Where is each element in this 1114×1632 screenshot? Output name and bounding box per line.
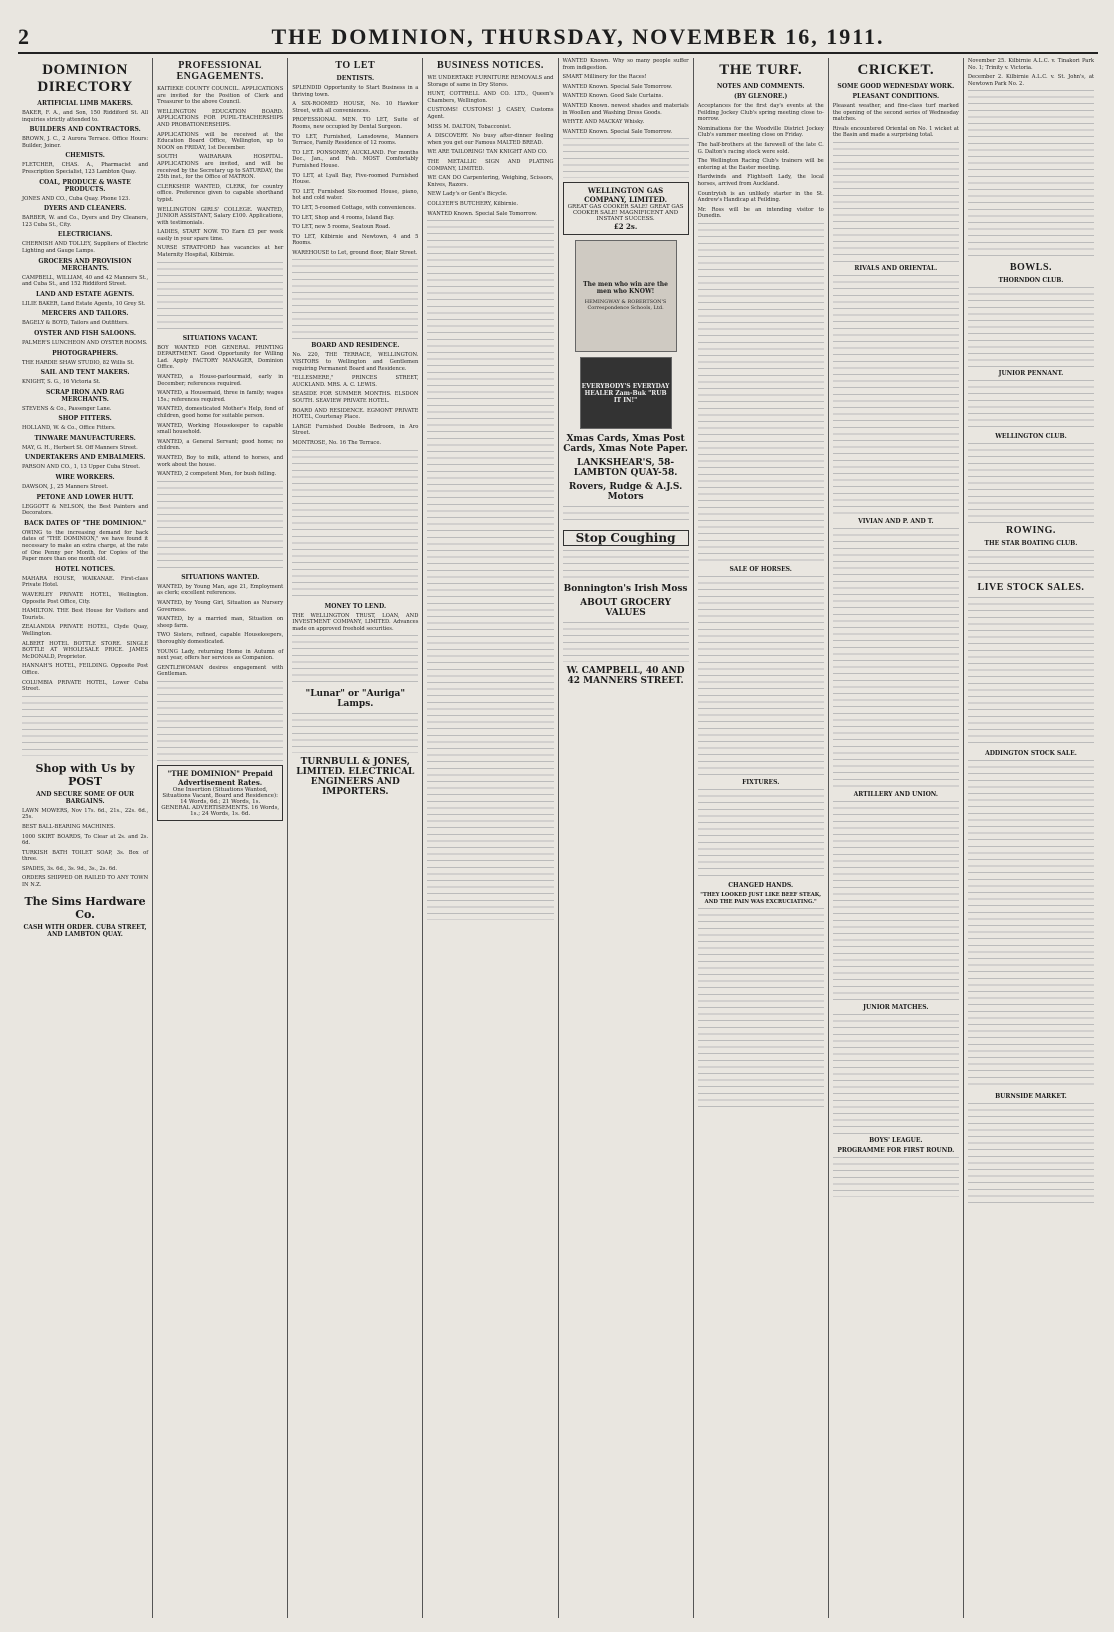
situation-vacant-ad: WANTED, 2 competent Men, for bush felling. bbox=[157, 471, 277, 478]
prepaid-text: One Insertion (Situations Wanted, Situations Vacant, Board and Residence): 14 Words, 6d.; 21 Words, 1s. bbox=[162, 786, 278, 805]
directory-section-heading: LAND AND ESTATE AGENTS. bbox=[36, 290, 135, 298]
directory-entry: BAGELY & BOYD, Tailors and Outfitters. bbox=[22, 320, 129, 327]
directory-entry: PALMER'S LUNCHEON AND OYSTER ROOMS. bbox=[22, 339, 148, 346]
hotel-notice: ALBERT HOTEL BOTTLE STORE. SINGLE BOTTLE AT WHOLESALE PRICE. JAMES McDONALD, Proprietor. bbox=[22, 640, 149, 660]
gas-company-box bbox=[563, 182, 689, 235]
to-let-ad: TO LET, Furnished, Lansdowne, Manners Terrace, Family Residence of 12 rooms. bbox=[292, 133, 419, 147]
situation-wanted-ad: WANTED, by a married man, Situation on sheep farm. bbox=[157, 616, 284, 629]
situations-vacant-list bbox=[157, 345, 283, 478]
to-let-ad: SPLENDID Opportunity to Start Business in a thriving town. bbox=[292, 85, 419, 98]
business-ad: NEW Lady's or Gent's Bicycle. bbox=[427, 191, 508, 198]
text-filler bbox=[563, 506, 689, 526]
text-filler bbox=[968, 380, 1094, 430]
text-filler bbox=[157, 481, 283, 571]
text-filler bbox=[968, 760, 1094, 1090]
directory-section-heading: SCRAP IRON AND RAG MERCHANTS. bbox=[45, 388, 125, 403]
shop-item: TURKISH BATH TOILET SOAP, 3s. Box of three. bbox=[22, 849, 149, 863]
text-filler bbox=[292, 450, 418, 600]
directory-section-heading: ELECTRICIANS. bbox=[57, 231, 113, 239]
text-filler bbox=[698, 576, 824, 776]
zam-buk-text: EVERYBODY'S EVERYDAY HEALER Zam-Buk "RUB IT IN!" bbox=[581, 382, 670, 404]
directory-entry: THE HARDIE SHAW STUDIO, 82 Willis St. bbox=[22, 359, 135, 366]
turf-paragraph: Hardwinds and Flightsoft Lady, the local horses, arrived from Auckland. bbox=[697, 174, 824, 187]
directory-section-heading: COAL, PRODUCE & WASTE PRODUCTS. bbox=[39, 178, 131, 193]
sports-paragraphs bbox=[968, 58, 1094, 87]
business-ads bbox=[427, 75, 553, 217]
general-rates: GENERAL ADVERTISEMENTS. 16 Words, 1s.; 24 Words, 1s. 6d. bbox=[161, 804, 280, 817]
text-filler bbox=[698, 223, 824, 563]
to-let-ad: TO LET, 5-roomed Cottage, with conveniences. bbox=[292, 204, 416, 211]
cricket-paragraphs bbox=[833, 103, 959, 139]
situation-wanted-ad: WANTED, by Young Girl, Situation as Nursery Governess. bbox=[157, 599, 284, 613]
bowls-heading: BOWLS. bbox=[1009, 262, 1053, 274]
irish-moss-ad: Bonnington's Irish Moss bbox=[563, 584, 688, 595]
xmas-cards-ad: Xmas Cards, Xmas Post Cards, Xmas Note Paper. bbox=[563, 434, 688, 455]
directory-section-heading: UNDERTAKERS AND EMBALMERS. bbox=[24, 454, 146, 462]
column-directory bbox=[18, 58, 153, 1618]
back-dates-heading: BACK DATES OF "THE DOMINION." bbox=[24, 519, 147, 527]
directory-entry: BROWN, J. C., 2 Aurora Terrace. Office Hours: Builder, Joiner. bbox=[22, 136, 149, 149]
directory-entry: PARSON AND CO., 1, 13 Upper Cuba Street. bbox=[22, 464, 141, 471]
hotel-notice: HANNAH'S HOTEL, FEILDING. Opposite Post Office. bbox=[22, 663, 149, 676]
business-ad: WE ARE TAILORING! TAN KNIGHT AND CO. bbox=[427, 149, 548, 156]
text-filler bbox=[427, 220, 553, 920]
directory-entry: JONES AND CO., Cuba Quay. Phone 123. bbox=[22, 195, 130, 202]
turf-paragraph: The half-brothers at the farewell of the late C. G. Dalton's racing stock were sold. bbox=[697, 141, 824, 155]
text-filler bbox=[563, 550, 689, 580]
directory-entry: MAY, G. H., Herbert St. Off Manners Street. bbox=[22, 444, 138, 451]
cricket-sub: SOME GOOD WEDNESDAY WORK. bbox=[837, 83, 955, 90]
wanted-known-ad: WANTED Known. Why so many people suffer from indigestion. bbox=[562, 58, 689, 71]
sims-hardware: The Sims Hardware Co. bbox=[24, 894, 146, 921]
to-let-ad: A SIX-ROOMED HOUSE, No. 10 Hawker Street, with all conveniences. bbox=[292, 101, 419, 114]
situation-vacant-ad: WANTED, Boy to milk, attend to horses, and work about the house. bbox=[157, 454, 284, 468]
prepaid-rates-box bbox=[157, 765, 283, 821]
text-filler bbox=[968, 1103, 1094, 1203]
dentists-heading: DENTISTS. bbox=[336, 75, 375, 82]
sale-of-horses-heading: SALE OF HORSES. bbox=[729, 565, 792, 573]
text-filler bbox=[833, 1157, 959, 1197]
star-club-heading: THE STAR BOATING CLUB. bbox=[984, 540, 1078, 548]
directory-section-heading: DYERS AND CLEANERS. bbox=[43, 205, 127, 213]
sports-paragraph: December 2. Kilbirnie A.L.C. v. St. John's, at Newtown Park No. 2. bbox=[967, 74, 1094, 87]
to-let-ad: TO LET, new 5 rooms, Seatoun Road. bbox=[292, 224, 391, 231]
situations-vacant-heading: SITUATIONS VACANT. bbox=[182, 334, 258, 342]
turf-paragraph: Mr. Ross will be an intending visitor to Dunedin. bbox=[697, 206, 824, 220]
to-let-ad: TO LET, Kilbirnie and Newtown, 4 and 5 Rooms. bbox=[292, 233, 419, 247]
directory-section-heading: SAIL AND TENT MAKERS. bbox=[40, 369, 130, 377]
wanted-known-ad: WANTED Known. Good Sale Curtains. bbox=[562, 93, 663, 100]
directory-entry: STEVENS & Co., Passenger Lane. bbox=[22, 405, 112, 412]
turf-heading: THE TURF. bbox=[719, 62, 803, 78]
hotel-notice: ZEALANDIA PRIVATE HOTEL, Clyde Quay, Wellington. bbox=[22, 624, 149, 637]
situations-wanted-heading: SITUATIONS WANTED. bbox=[181, 573, 260, 581]
text-filler bbox=[968, 550, 1094, 580]
to-let-heading: TO LET bbox=[335, 60, 376, 71]
addington-heading: ADDINGTON STOCK SALE. bbox=[985, 750, 1077, 758]
text-filler bbox=[292, 635, 418, 685]
board-ad: BOARD AND RESIDENCE. EGMONT PRIVATE HOTEL, Courtenay Place. bbox=[292, 407, 419, 421]
text-filler bbox=[698, 789, 824, 879]
directory-heading: DOMINION DIRECTORY bbox=[37, 62, 133, 95]
directory-section-heading: OYSTER AND FISH SALOONS. bbox=[34, 329, 137, 337]
artillery-heading: ARTILLERY AND UNION. bbox=[853, 790, 938, 798]
turf-paragraphs bbox=[698, 103, 824, 220]
wanted-known-ad: WHYTE AND MACKAY Whisky. bbox=[562, 119, 645, 126]
money-heading: MONEY TO LEND. bbox=[324, 602, 387, 610]
directory-section-heading: TINWARE MANUFACTURERS. bbox=[34, 434, 136, 442]
situation-wanted-ad: YOUNG Lady, returning Home in Autumn of next year, offers her services as Companion. bbox=[157, 648, 284, 662]
business-ad: WANTED Known. Special Sale Tomorrow. bbox=[427, 210, 537, 217]
changed-hands-heading: CHANGED HANDS. bbox=[728, 881, 794, 889]
situation-vacant-ad: WANTED, a General Servant; good home; no children. bbox=[157, 438, 284, 452]
wellington-club-heading: WELLINGTON CLUB. bbox=[995, 433, 1067, 441]
text-filler bbox=[833, 528, 959, 788]
wanted-known-ad: WANTED Known. Special Sale Tomorrow. bbox=[562, 83, 673, 90]
live-stock-heading: LIVE STOCK SALES. bbox=[977, 582, 1085, 594]
to-let-ad: TO LET, Furnished Six-roomed House, piano, hot and cold water. bbox=[292, 188, 419, 202]
to-let-ad: WAREHOUSE to Let, ground floor, Blair Street. bbox=[292, 249, 418, 256]
column-ads bbox=[559, 58, 694, 1618]
men-who-win-ad bbox=[575, 240, 677, 352]
know-heading: The men who win are the men who KNOW! bbox=[583, 281, 668, 296]
directory-entry: DAWSON, J., 25 Manners Street. bbox=[22, 484, 109, 491]
campbell-ad: W. CAMPBELL, 40 AND 42 MANNERS STREET. bbox=[566, 666, 685, 687]
column-sports bbox=[964, 58, 1098, 1618]
turf-paragraph: Countryish is an unlikely starter in the St. Andrew's Handicap at Feilding. bbox=[697, 190, 824, 204]
column-professional bbox=[153, 58, 288, 1618]
cricket-sub2: PLEASANT CONDITIONS. bbox=[852, 93, 940, 100]
column-to-let bbox=[288, 58, 423, 1618]
wanted-known-ads bbox=[563, 58, 689, 135]
situation-wanted-ad: TWO Sisters, refined, capable Housekeepers, thoroughly domesticated. bbox=[157, 632, 284, 645]
text-filler bbox=[563, 138, 689, 178]
text-filler bbox=[968, 287, 1094, 367]
text-filler bbox=[968, 443, 1094, 523]
hotel-notice: HAMILTON. THE Best House for Visitors and Tourists. bbox=[22, 608, 149, 621]
directory-entry: CAMPBELL, WILLIAM, 40 and 42 Manners St., and Cuba St., and 152 Riddiford Street. bbox=[22, 274, 149, 288]
board-heading: BOARD AND RESIDENCE. bbox=[311, 342, 400, 350]
newspaper-title: THE DOMINION, THURSDAY, NOVEMBER 16, 1911. bbox=[271, 24, 885, 49]
hotel-list bbox=[22, 576, 148, 693]
board-ad: SEASIDE FOR SUMMER MONTHS. ELSDON SOUTH. SEAVIEW PRIVATE HOTEL. bbox=[292, 391, 419, 405]
directory-section-heading: WIRE WORKERS. bbox=[55, 474, 115, 482]
hotel-notice: WAVERLEY PRIVATE HOTEL, Wellington. Opposite Post Office, City. bbox=[22, 592, 149, 605]
hotel-notice: MAHARA HOUSE, WAIKANAE. First-class Private Hotel. bbox=[22, 575, 149, 589]
back-dates-text: OWING to the increasing demand for back dates of "THE DOMINION," we have found it necessary to make an extra charge, at the rate of One Penny per Month, for Copies of the Paper more than one month old. bbox=[22, 529, 149, 563]
page-number: 2 bbox=[18, 24, 29, 49]
shop-item: ORDERS SHIPPED OR RAILED TO ANY TOWN IN N.Z. bbox=[22, 875, 149, 889]
business-ad: A DISCOVERY. No busy after-dinner feeling when you get our Famous MALTED BREAD. bbox=[427, 133, 554, 146]
sports-paragraph: November 25. Kilbirnie A.L.C. v. Tinakori Park No. 1; Trinity v. Victoria. bbox=[967, 58, 1094, 71]
shop-item: BEST BALL-BEARING MACHINES. bbox=[22, 823, 116, 830]
business-ad: WE UNDERTAKE FURNITURE REMOVALS and Storage of same in Dry Stores. bbox=[427, 75, 554, 88]
vivian-heading: VIVIAN AND P. AND T. bbox=[858, 517, 934, 525]
text-filler bbox=[292, 713, 418, 753]
column-turf bbox=[694, 58, 829, 1618]
shop-item: 1000 SKIRT BOARDS, To Clear at 2s. and 2s. 6d. bbox=[22, 833, 149, 847]
directory-entry: BARBER, W. and Co., Dyers and Dry Cleaners, 123 Cuba St., City. bbox=[22, 215, 149, 228]
cricket-paragraph: Rivals encountered Oriental on No. 1 wicket at the Basin and made a surprising total. bbox=[832, 125, 959, 139]
boys-league-sub: PROGRAMME FOR FIRST ROUND. bbox=[837, 1146, 955, 1154]
text-filler bbox=[833, 142, 959, 262]
shop-items bbox=[22, 808, 148, 889]
wanted-known-ad: WANTED Known. newest shades and materials in Woollen and Washing Dress Goods. bbox=[562, 102, 689, 116]
professional-heading: PROFESSIONAL ENGAGEMENTS. bbox=[176, 60, 264, 82]
directory-section-heading: MERCERS AND TAILORS. bbox=[41, 310, 129, 318]
directory-section-heading: PHOTOGRAPHERS. bbox=[52, 349, 118, 357]
masthead-rule bbox=[18, 52, 1098, 54]
text-filler bbox=[833, 801, 959, 1001]
situation-vacant-ad: WANTED, a House-parlourmaid, early in December; references required. bbox=[157, 374, 284, 387]
business-ad: THE METALLIC SIGN AND PLATING COMPANY, LIMITED. bbox=[427, 158, 554, 172]
boys-league-heading: BOYS' LEAGUE. bbox=[869, 1136, 923, 1144]
text-filler bbox=[22, 696, 148, 756]
wanted-known-ad: WANTED Known. Special Sale Tomorrow. bbox=[562, 128, 673, 135]
prepaid-title: "THE DOMINION" Prepaid Advertisement Rates. bbox=[167, 768, 273, 787]
professional-ad: WELLINGTON GIRLS' COLLEGE. WANTED, JUNIOR ASSISTANT, Salary £100. Applications, with testimonials. bbox=[157, 206, 284, 226]
business-heading: BUSINESS NOTICES. bbox=[437, 60, 544, 71]
lunar-lamps-ad: "Lunar" or "Auriga" Lamps. bbox=[305, 689, 406, 710]
text-filler bbox=[698, 908, 824, 1108]
professional-ad: KAITIEKE COUNTY COUNCIL. APPLICATIONS are invited for the Position of Clerk and Treasurer to the above Council. bbox=[157, 86, 284, 106]
to-let-ad: PROFESSIONAL MEN. TO LET, Suite of Rooms, new occupied by Dental Surgeon. bbox=[292, 117, 419, 130]
turf-paragraph: The Wellington Racing Club's trainers will be entering at the Easter meeting. bbox=[697, 158, 824, 171]
page-columns bbox=[18, 58, 1098, 1618]
text-filler bbox=[157, 262, 283, 332]
cricket-heading: CRICKET. bbox=[857, 62, 935, 78]
turnbull-ad: TURNBULL & JONES, LIMITED. ELECTRICAL ENGINEERS AND IMPORTERS. bbox=[296, 757, 415, 798]
professional-ad: CLERKSHIP. WANTED, CLERK, for country office. Preference given to capable shorthand typist. bbox=[157, 183, 284, 203]
situation-wanted-ad: GENTLEWOMAN desires engagement with Gentleman. bbox=[157, 664, 284, 678]
changed-quote: "THEY LOOKED JUST LIKE BEEF STEAK, AND THE PAIN WAS EXCRUCIATING." bbox=[700, 891, 822, 905]
burnside-heading: BURNSIDE MARKET. bbox=[995, 1093, 1067, 1101]
professional-ad: SOUTH WAIRARAPA HOSPITAL. APPLICATIONS are invited, and will be received by the Secretary up to SATURDAY, the 25th inst., for the Office of MATRON. bbox=[157, 154, 284, 181]
professional-ad: NURSE STRATFORD has vacancies at her Maternity Hospital, Kilbirnie. bbox=[157, 245, 284, 259]
column-cricket bbox=[829, 58, 964, 1618]
directory-entry: LILIE BAKER, Land Estate Agents, 10 Grey St. bbox=[22, 300, 146, 307]
cricket-paragraph: Pleasant weather, and fine-class turf marked the opening of the second series of Wednesday matches. bbox=[832, 103, 959, 123]
turf-sub: NOTES AND COMMENTS. bbox=[716, 83, 805, 90]
directory-entry: BAKER, F. A., and Son, 150 Riddiford St. All inquiries strictly attended to. bbox=[22, 110, 149, 123]
rivals-heading: RIVALS AND ORIENTAL. bbox=[854, 264, 938, 272]
know-sub: HEMINGWAY & ROBERTSON'S Correspondence Schools, Ltd. bbox=[584, 299, 667, 312]
column-business bbox=[423, 58, 558, 1618]
money-ad: THE WELLINGTON TRUST, LOAN, AND INVESTMENT COMPANY, LIMITED. Advances made on approved freehold securities. bbox=[292, 612, 419, 632]
situation-vacant-ad: BOY WANTED FOR GENERAL PRINTING DEPARTMENT. Good Opportunity for Willing Lad. Apply FACTORY MANAGER, Dominion Office. bbox=[157, 344, 284, 371]
directory-section-heading: ARTIFICIAL LIMB MAKERS. bbox=[37, 100, 133, 107]
shop-subheading: AND SECURE SOME OF OUR BARGAINS. bbox=[36, 790, 134, 805]
professional-ad: WELLINGTON EDUCATION BOARD. APPLICATIONS FOR PUPIL-TEACHERSHIPS AND PROBATIONERSHIPS. bbox=[157, 108, 284, 128]
text-filler bbox=[833, 275, 959, 515]
professional-ad: LADIES, START NOW. TO Earn £5 per week easily in your spare time. bbox=[157, 229, 284, 242]
directory-section-heading: GROCERS AND PROVISION MERCHANTS. bbox=[38, 257, 132, 272]
business-ad: WE CAN DO Carpentering, Weighing, Scissors, Knives, Razors. bbox=[427, 175, 554, 188]
to-let-ad: TO LET, at Lyall Bay, Five-roomed Furnished House. bbox=[292, 172, 419, 186]
lankshear-ad: LANKSHEAR'S, 58-LAMBTON QUAY-58. bbox=[573, 458, 678, 479]
directory-entry: LEGGOTT & NELSON, the Best Painters and Decorators. bbox=[22, 503, 149, 517]
directory-entry: CHERNISH AND TOLLEY, Suppliers of Electric Lighting and Gauge Lamps. bbox=[22, 241, 149, 254]
business-ad: CUSTOMS! CUSTOMS! J. CASEY, Customs Agent. bbox=[427, 107, 554, 120]
directory-sections bbox=[22, 100, 148, 517]
junior-pennant-heading: JUNIOR PENNANT. bbox=[998, 370, 1064, 378]
situation-vacant-ad: WANTED, Working Housekeeper to capable small household. bbox=[157, 422, 284, 436]
turf-paragraph: Nominations for the Woodville District Jockey Club's summer meeting close on Friday. bbox=[697, 125, 824, 139]
to-let-ad: TO LET, Shop and 4 rooms, Island Bay. bbox=[292, 214, 395, 221]
gas-text: GREAT GAS COOKER SALE! GREAT GAS COOKER SALE! MAGNIFICENT AND INSTANT SUCCESS. bbox=[567, 204, 684, 223]
hotel-notices-heading: HOTEL NOTICES. bbox=[55, 565, 115, 573]
shop-item: LAWN MOWERS, Nov 17s. 6d., 21s., 22s. 6d., 25s. bbox=[22, 807, 149, 821]
board-ad: "ELLESMERE," PRINCES STREET, AUCKLAND. MRS. A. C. LEWIS. bbox=[292, 375, 419, 388]
board-ad: No. 220, THE TERRACE, WELLINGTON. VISITORS to Wellington and Gentlemen requiring Permanent Board and Residence. bbox=[292, 352, 419, 372]
hotel-notice: COLUMBIA PRIVATE HOTEL, Lower Cuba Street. bbox=[22, 679, 149, 693]
to-let-ads bbox=[292, 85, 418, 256]
fixtures-heading: FIXTURES. bbox=[742, 778, 780, 786]
professional-ads bbox=[157, 86, 283, 259]
masthead bbox=[18, 24, 1098, 50]
directory-entry: HOLLAND, W. & Co., Office Fitters. bbox=[22, 425, 116, 432]
text-filler bbox=[292, 259, 418, 339]
text-filler bbox=[157, 681, 283, 761]
situations-wanted-list bbox=[157, 584, 283, 678]
gas-heading: WELLINGTON GAS COMPANY, LIMITED. bbox=[584, 186, 668, 205]
situation-vacant-ad: WANTED, a Housemaid, three in family; wages 15s.; references required. bbox=[157, 390, 284, 403]
sims-address: CASH WITH ORDER. CUBA STREET, AND LAMBTON QUAY. bbox=[23, 923, 147, 938]
professional-ad: APPLICATIONS will be received at the Education Board Office, Wellington, up to NOON on FRIDAY, 1st December. bbox=[157, 131, 284, 151]
business-ad: HUNT, COTTRELL AND CO. LTD., Queen's Chambers, Wellington. bbox=[427, 91, 554, 104]
shop-heading: Shop with Us by POST bbox=[35, 761, 135, 788]
rowing-heading: ROWING. bbox=[1005, 525, 1056, 537]
stop-coughing-ad: Stop Coughing bbox=[563, 530, 689, 546]
wanted-known-ad: SMART Millinery for the Races! bbox=[562, 74, 647, 81]
shop-item: SPADES, 3s. 6d., 3s. 9d., 3s., 2s. 6d. bbox=[22, 865, 118, 872]
directory-section-heading: CHEMISTS. bbox=[65, 152, 105, 160]
text-filler bbox=[968, 597, 1094, 747]
grocery-heading: ABOUT GROCERY VALUES bbox=[580, 598, 672, 619]
zam-buk-ad bbox=[580, 357, 672, 429]
turf-paragraph: Acceptances for the first day's events at the Feilding Jockey Club's spring meeting close to-morrow. bbox=[697, 103, 824, 123]
directory-section-heading: SHOP FITTERS. bbox=[58, 415, 112, 423]
thorndon-heading: THORNDON CLUB. bbox=[998, 277, 1064, 285]
business-ad: COLLYER'S BUTCHERY, Kilbirnie. bbox=[427, 200, 518, 207]
text-filler bbox=[563, 622, 689, 662]
gas-price: £2 2s. bbox=[613, 222, 638, 232]
directory-entry: FLETCHER, CHAS. A., Pharmacist and Prescription Specialist, 123 Lambton Quay. bbox=[22, 162, 149, 175]
junior-matches-heading: JUNIOR MATCHES. bbox=[863, 1003, 929, 1011]
board-ads bbox=[292, 352, 418, 446]
turf-byline: (BY GLENORE.) bbox=[734, 93, 788, 100]
text-filler bbox=[833, 1014, 959, 1134]
situation-vacant-ad: WANTED, domesticated Mother's Help, fond of children, good home for suitable person. bbox=[157, 406, 284, 419]
directory-entry: KNIGHT, S. G., 16 Victoria St. bbox=[22, 379, 101, 386]
situation-wanted-ad: WANTED, by Young Man, age 21, Employment as clerk; excellent references. bbox=[157, 583, 284, 597]
board-ad: MONTROSE, No. 16 The Terrace. bbox=[292, 440, 382, 446]
rovers-ad: Rovers, Rudge & A.J.S. Motors bbox=[568, 482, 683, 503]
text-filler bbox=[968, 90, 1094, 260]
business-ad: MISS M. DALTON, Tobacconist. bbox=[427, 123, 512, 130]
directory-section-heading: PETONE AND LOWER HUTT. bbox=[36, 493, 134, 501]
directory-section-heading: BUILDERS AND CONTRACTORS. bbox=[29, 126, 141, 134]
to-let-ad: TO LET. PONSONBY, AUCKLAND. For months Dec., Jan., and Feb. MOST Comfortably Furnished House. bbox=[292, 149, 419, 169]
board-ad: LARGE Furnished Double Bedroom, in Aro Street. bbox=[292, 423, 419, 437]
